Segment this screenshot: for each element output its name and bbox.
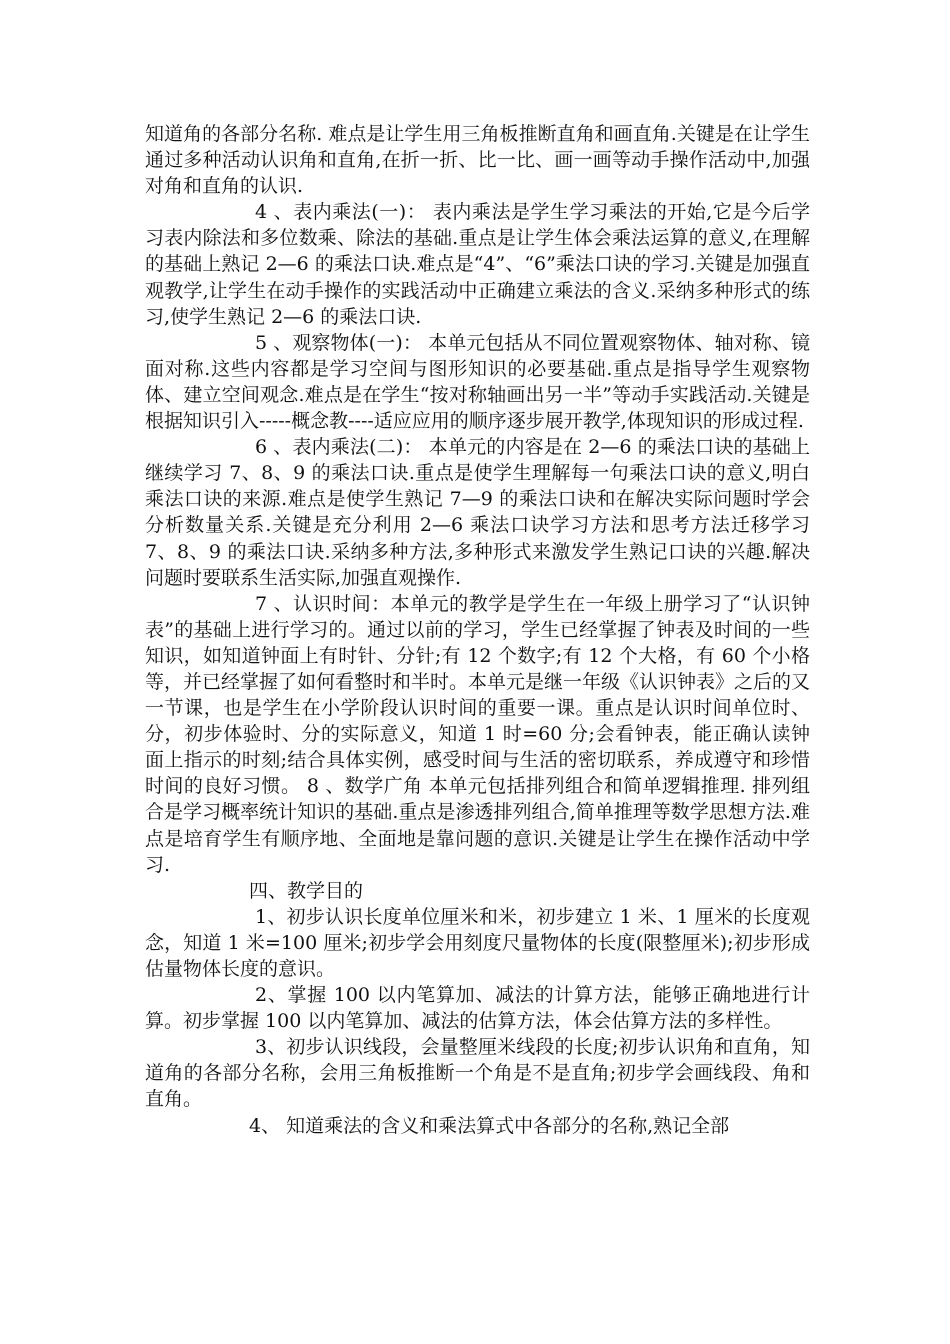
document-page (145, 121, 810, 1139)
paragraph-goal-2: 2、掌握 100 以内笔算加、减法的计算方法，能够正确地进行计算。初步掌握 100 以内笔算加、减法的估算方法，体会估算方法的多样性。 (145, 984, 810, 1033)
section-heading-teaching-goals: 四、教学目的 (249, 879, 364, 902)
paragraph-unit-5: 5 、观察物体(一)： 本单元包括从不同位置观察物体、轴对称、镜面对称.这些内容都是学习空间与图形知识的必要基础.重点是指导学生观察物体、建立空间观念.难点是在学生“按对称轴画出另一半”等动手实践活动.关键是根据知识引入-----概念教----适应应用的顺序逐步展开教学,体现知识的形成过程. (145, 331, 810, 433)
paragraph-goal-1: 1、初步认识长度单位厘米和米，初步建立 1 米、1 厘米的长度观念，知道 1 米=100 厘米;初步学会用刻度尺量物体的长度(限整厘米);初步形成估量物体长度的意识。 (145, 905, 810, 980)
paragraph-unit-7-8: 7 、认识时间：本单元的教学是学生在一年级上册学习了“认识钟表”的基础上进行学习的。通过以前的学习，学生已经掌握了钟表及时间的一些知识，如知道钟面上有时针、分针;有 12 个数字;有 12 个大格，有 60 个小格等，并已经掌握了如何看整时和半时。本单元是继一年级《认识钟表》之后的又一节课，也是学生在小学阶段认识时间的重要一课。重点是认识时间单位时、分，初步体验时、分的实际意义，知道 1 时=60 分;会看钟表，能正确认读钟面上指示的时刻;结合具体实例，感受时间与生活的密切联系，养成遵守和珍惜时间的良好习惯。 8 、数学广角 本单元包括排列组合和简单逻辑推理. 排列组合是学习概率统计知识的基础.重点是渗透排列组合,简单推理等数学思想方法.难点是培育学生有顺序地、全面地是靠问题的意识.关键是让学生在操作活动中学习. (145, 592, 811, 876)
paragraph-unit-6: 6 、表内乘法(二)： 本单元的内容是在 2—6 的乘法口诀的基础上继续学习 7、8、9 的乘法口诀.重点是使学生理解每一句乘法口诀的意义,明白乘法口诀的来源.难点是使学生熟记 7—9 的乘法口诀和在解决实际问题时学会分析数量关系.关键是充分利用 2—6 乘法口诀学习方法和思考方法迁移学习 7、8、9 的乘法口诀.采纳多种方法,多种形式来激发学生熟记口诀的兴趣.解决问题时要联系生活实际,加强直观操作. (145, 436, 810, 589)
paragraph-goal-3: 3、初步认识线段，会量整厘米线段的长度;初步认识角和直角，知道角的各部分名称，会用三角板推断一个角是不是直角;初步学会画线段、角和直角。 (145, 1036, 810, 1111)
paragraph-goal-4: 4、 知道乘法的含义和乘法算式中各部分的名称,熟记全部 (249, 1114, 730, 1137)
paragraph-intro-continuation: 知道角的各部分名称. 难点是让学生用三角板推断直角和画直角.关键是在让学生通过多种活动认识角和直角,在折一折、比一比、画一画等动手操作活动中,加强对角和直角的认识. (145, 123, 810, 198)
paragraph-unit-4: 4 、表内乘法(一)： 表内乘法是学生学习乘法的开始,它是今后学习表内除法和多位数乘、除法的基础.重点是让学生体会乘法运算的意义,在理解的基础上熟记 2—6 的乘法口诀.难点是“4”、“6”乘法口诀的学习.关键是加强直观教学,让学生在动手操作的实践活动中正确建立乘法的含义.采纳多种形式的练习,使学生熟记 2—6 的乘法口诀. (145, 201, 810, 328)
